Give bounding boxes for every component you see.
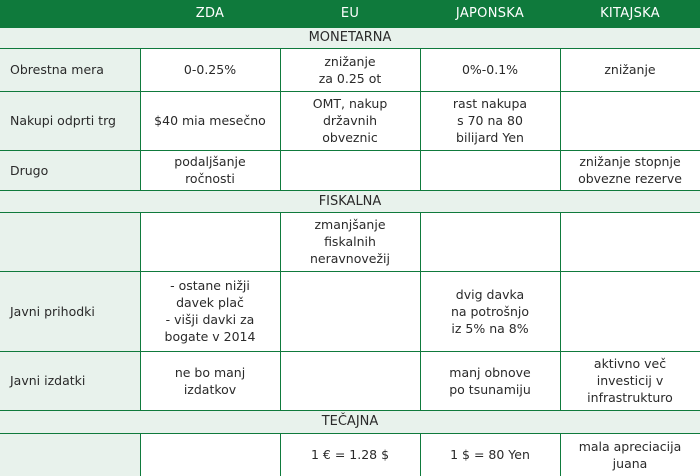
cell-nakupi-kitajska xyxy=(560,91,700,150)
grid-line xyxy=(0,190,700,191)
cell-drugo-eu xyxy=(280,150,420,190)
grid-line xyxy=(420,48,421,190)
cell-tecajna-kitajska: mala apreciacija juana xyxy=(560,433,700,476)
row-label-drugo: Drugo xyxy=(0,150,140,190)
cell-izdatki-kitajska: aktivno več investicij v infrastrukturo xyxy=(560,351,700,410)
section-fiskalna: FISKALNA xyxy=(0,190,700,212)
grid-line xyxy=(280,433,281,476)
grid-line xyxy=(420,433,421,476)
cell-fiskalna-kitajska xyxy=(560,212,700,271)
cell-prihodki-eu xyxy=(280,271,420,351)
row-label-fiskalna-blank xyxy=(0,212,140,271)
cell-prihodki-zda: - ostane nižji davek plač - višji davki za bogate v 2014 xyxy=(140,271,280,351)
header-kitajska: KITAJSKA xyxy=(560,0,700,27)
grid-line xyxy=(420,212,421,410)
grid-line xyxy=(0,433,700,434)
cell-nakupi-eu: OMT, nakup državnih obveznic xyxy=(280,91,420,150)
cell-prihodki-japonska: dvig davka na potrošnjo iz 5% na 8% xyxy=(420,271,560,351)
grid-line xyxy=(0,271,700,272)
grid-line xyxy=(0,212,700,213)
cell-fiskalna-japonska xyxy=(420,212,560,271)
cell-izdatki-eu xyxy=(280,351,420,410)
row-label-nakupi: Nakupi odprti trg xyxy=(0,91,140,150)
header-empty-cell xyxy=(0,0,140,27)
cell-izdatki-zda: ne bo manj izdatkov xyxy=(140,351,280,410)
grid-line xyxy=(0,351,700,352)
header-japonska: JAPONSKA xyxy=(420,0,560,27)
grid-line xyxy=(560,433,561,476)
grid-line xyxy=(0,48,700,49)
grid-line xyxy=(0,150,700,151)
header-zda: ZDA xyxy=(140,0,280,27)
cell-fiskalna-eu: zmanjšanje fiskalnih neravnovežij xyxy=(280,212,420,271)
grid-line xyxy=(560,48,561,190)
row-label-prihodki: Javni prihodki xyxy=(0,271,140,351)
grid-line xyxy=(560,212,561,410)
grid-line xyxy=(140,433,141,476)
section-monetarna: MONETARNA xyxy=(0,27,700,48)
cell-obrestna-japonska: 0%-0.1% xyxy=(420,48,560,91)
cell-obrestna-kitajska: znižanje xyxy=(560,48,700,91)
grid-line xyxy=(0,27,700,28)
grid-line xyxy=(140,212,141,410)
grid-line xyxy=(0,91,700,92)
cell-obrestna-eu: znižanje za 0.25 ot xyxy=(280,48,420,91)
grid-line xyxy=(280,48,281,190)
cell-drugo-zda: podaljšanje ročnosti xyxy=(140,150,280,190)
cell-tecajna-eu: 1 € = 1.28 $ xyxy=(280,433,420,476)
cell-nakupi-japonska: rast nakupa s 70 na 80 bilijard Yen xyxy=(420,91,560,150)
row-label-obrestna: Obrestna mera xyxy=(0,48,140,91)
cell-tecajna-japonska: 1 $ = 80 Yen xyxy=(420,433,560,476)
grid-line xyxy=(280,212,281,410)
cell-drugo-kitajska: znižanje stopnje obvezne rezerve xyxy=(560,150,700,190)
section-tecajna: TEČAJNA xyxy=(0,410,700,433)
cell-izdatki-japonska: manj obnove po tsunamiju xyxy=(420,351,560,410)
grid-line xyxy=(0,410,700,411)
cell-tecajna-zda xyxy=(140,433,280,476)
grid-line xyxy=(140,48,141,190)
cell-nakupi-zda: $40 mia mesečno xyxy=(140,91,280,150)
cell-prihodki-kitajska xyxy=(560,271,700,351)
cell-obrestna-zda: 0-0.25% xyxy=(140,48,280,91)
cell-fiskalna-zda xyxy=(140,212,280,271)
row-label-izdatki: Javni izdatki xyxy=(0,351,140,410)
header-eu: EU xyxy=(280,0,420,27)
row-label-tecajna xyxy=(0,433,140,476)
cell-drugo-japonska xyxy=(420,150,560,190)
